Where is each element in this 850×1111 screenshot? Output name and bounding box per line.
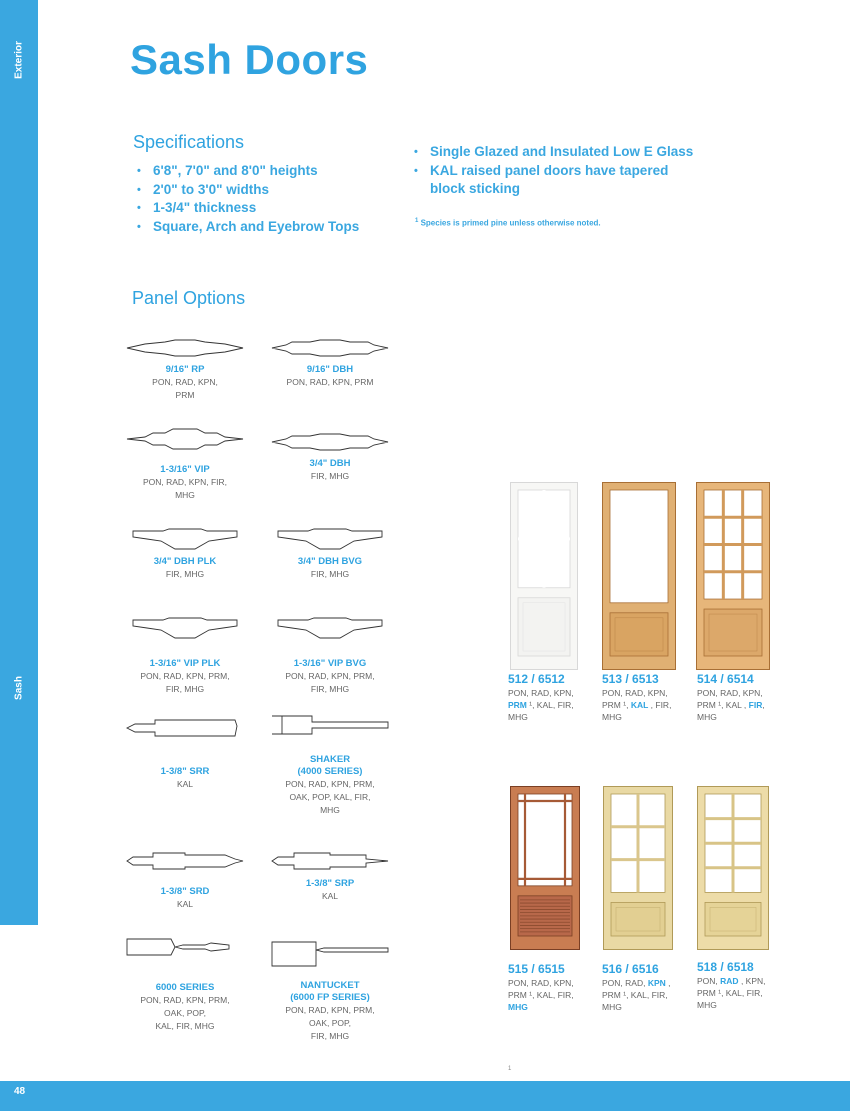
door-species-line	[508, 699, 603, 711]
panel-profile-outline	[272, 853, 388, 869]
species-text: PRM ¹, KAL, FIR,	[697, 988, 763, 998]
species-text: PRM ¹, KAL ,	[697, 700, 749, 710]
panel-option-species: PON, RAD, KPN, PRM,	[140, 671, 230, 681]
panel-profile-drawing	[125, 934, 245, 968]
highlighted-species: PRM	[508, 700, 527, 710]
species-text: PON, RAD,	[602, 978, 648, 988]
panel-profile-drawing	[125, 338, 245, 358]
panel-option-name: 3/4" DBH PLK	[153, 556, 217, 567]
panel-option	[120, 428, 250, 502]
species-text: ,	[762, 700, 765, 710]
panel-profile-outline	[127, 720, 237, 736]
panel-profile-outline	[272, 340, 388, 356]
species-text: ¹, KAL, FIR,	[526, 700, 574, 710]
panel-option-species: PON, RAD, KPN,	[152, 377, 218, 387]
door-illustration	[510, 786, 580, 950]
door-species-line	[602, 1001, 697, 1013]
highlighted-species: FIR	[748, 700, 763, 710]
spec-left-item: • 6'8", 7'0" and 8'0" heights	[133, 162, 359, 181]
spec-right-item: • Single Glazed and Insulated Low E Glass	[410, 143, 693, 162]
panel-profile-drawing	[125, 712, 245, 752]
panel-option-name: 1-3/16" VIP PLK	[149, 658, 221, 669]
panel-options-heading: Panel Options	[132, 288, 246, 308]
door-species-line	[508, 977, 603, 989]
panel-profile-outline	[127, 429, 243, 449]
spec-left-item: • 1-3/4" thickness	[133, 199, 359, 218]
door-model-number: 512 / 6512	[508, 672, 565, 686]
door-photo	[602, 482, 676, 670]
panel-profile-drawing	[125, 428, 245, 450]
door-species-line	[602, 687, 697, 699]
panel-option	[265, 934, 395, 1043]
panel-profile-outline	[272, 716, 388, 734]
page-number: 48	[14, 1086, 26, 1097]
panel-option	[120, 934, 250, 1033]
panel-option-name: NANTUCKET	[300, 980, 360, 991]
panel-option-species: MHG	[175, 490, 195, 500]
panel-option-species: OAK, POP,	[164, 1008, 206, 1018]
species-text: PON, RAD, KPN,	[508, 688, 574, 698]
door-illustration	[603, 786, 673, 950]
panel-option-species: PON, RAD, KPN, PRM,	[285, 671, 375, 681]
panel-option-series: (6000 FP SERIES)	[290, 992, 370, 1003]
panel-option-species: KAL, FIR, MHG	[155, 1021, 215, 1031]
door-species-line	[697, 699, 792, 711]
specifications-list-left	[133, 162, 359, 236]
species-text: , FIR,	[648, 700, 672, 710]
panel-option-species: PON, RAD, KPN, PRM,	[285, 1005, 375, 1015]
panel-option-species: FIR, MHG	[310, 1031, 350, 1041]
panel-option-species: FIR, MHG	[310, 569, 350, 579]
panel-profile-outline	[278, 618, 382, 638]
panel-option	[265, 612, 395, 696]
door-label	[697, 960, 792, 1011]
panel-option-species: PON, RAD, KPN, PRM	[286, 377, 374, 387]
species-text: MHG	[602, 1002, 622, 1012]
door-species-line	[602, 989, 697, 1001]
panel-option-name: 1-3/8" SRR	[160, 766, 210, 777]
panel-profile-drawing	[125, 850, 245, 872]
panel-option-name: SHAKER	[309, 754, 351, 765]
door-species-line	[602, 699, 697, 711]
door-species-line	[697, 687, 792, 699]
door-illustration	[696, 482, 770, 670]
panel-option	[120, 850, 250, 911]
door-species-line	[697, 975, 792, 987]
sidebar-bar	[0, 0, 38, 925]
panel-option-species: FIR, MHG	[310, 684, 350, 694]
panel-option-name: 6000 SERIES	[155, 982, 215, 993]
door-species-line	[508, 687, 603, 699]
panel-option-species: FIR, MHG	[165, 684, 205, 694]
panel-option	[120, 612, 250, 696]
door-model-number: 513 / 6513	[602, 672, 659, 686]
species-text: , KPN,	[738, 976, 766, 986]
panel-profile-drawing	[125, 612, 245, 652]
door-label	[508, 672, 603, 723]
door-photo	[697, 786, 769, 950]
panel-profile-drawing	[125, 528, 245, 550]
door-photo	[696, 482, 770, 670]
panel-option-species: FIR, MHG	[165, 569, 205, 579]
panel-option	[265, 850, 395, 903]
panel-option	[265, 528, 395, 581]
door-label	[697, 672, 792, 723]
door-species-line	[508, 1001, 603, 1013]
panel-option-name: 9/16" RP	[165, 364, 205, 375]
panel-option-species: KAL	[176, 779, 194, 789]
door-species-line	[508, 989, 603, 1001]
panel-option	[120, 338, 250, 402]
door-species-line	[602, 977, 697, 989]
species-text: PON, RAD, KPN,	[697, 688, 763, 698]
specifications-list-right	[410, 143, 693, 199]
door-species-line	[508, 711, 603, 723]
panel-option-species: MHG	[320, 805, 340, 815]
panel-profile-outline	[127, 939, 229, 955]
specifications-heading: Specifications	[133, 132, 245, 152]
panel-option-species: FIR, MHG	[310, 471, 350, 481]
panel-option	[265, 338, 395, 389]
species-text: PRM ¹, KAL, FIR,	[602, 990, 668, 1000]
door-label	[602, 672, 697, 723]
panel-option-species: PON, RAD, KPN, FIR,	[142, 477, 228, 487]
panel-profile-drawing	[270, 528, 390, 550]
door-label	[508, 962, 603, 1013]
section-label-sash: Sash	[13, 676, 25, 700]
panel-profile-outline	[133, 529, 237, 549]
panel-profile-outline	[278, 529, 382, 549]
door-species-line	[697, 711, 792, 723]
footer-bar	[0, 1081, 850, 1111]
species-text: PON, RAD, KPN,	[602, 688, 668, 698]
door-illustration	[602, 482, 676, 670]
panel-option-name: 1-3/8" SRP	[305, 878, 355, 889]
door-photo	[603, 786, 673, 950]
panel-option-name: 1-3/8" SRD	[160, 886, 210, 897]
footnote: $^1$ Species is primed pine unless otherwise noted.	[415, 218, 601, 228]
panel-option	[265, 432, 395, 483]
panel-profile-outline	[127, 340, 243, 356]
door-photo	[510, 482, 578, 670]
panel-option-species: OAK, POP, KAL, FIR,	[289, 792, 371, 802]
panel-option-name: 1-3/16" VIP	[160, 464, 210, 475]
door-species-line	[602, 711, 697, 723]
door-illustration	[510, 482, 578, 670]
spec-right-item: • KAL raised panel doors have tapered	[410, 162, 693, 181]
species-text: PRM ¹,	[602, 700, 631, 710]
species-text: MHG	[697, 1000, 717, 1010]
page-mark: 1	[508, 1066, 512, 1072]
panel-option-species: KAL	[321, 891, 339, 901]
panel-profile-drawing	[270, 708, 390, 748]
species-text: PRM ¹, KAL, FIR,	[508, 990, 574, 1000]
panel-profile-drawing	[270, 850, 390, 872]
panel-option-name: 3/4" DBH BVG	[297, 556, 363, 567]
spec-left-item: • Square, Arch and Eyebrow Tops	[133, 218, 359, 237]
species-text: MHG	[697, 712, 717, 722]
panel-option-species: PON, RAD, KPN, PRM,	[140, 995, 230, 1005]
panel-option	[265, 708, 395, 817]
panel-option-name: 1-3/16" VIP BVG	[293, 658, 367, 669]
door-species-line	[697, 999, 792, 1011]
spec-right-item: block sticking	[430, 181, 521, 196]
highlighted-species: KPN	[647, 978, 666, 988]
door-species-line	[697, 987, 792, 999]
panel-option-name: 9/16" DBH	[306, 364, 354, 375]
panel-profile-drawing	[270, 432, 390, 452]
page-title: Sash Doors	[130, 36, 369, 83]
panel-profile-drawing	[270, 338, 390, 358]
species-text: PON, RAD, KPN,	[508, 978, 574, 988]
panel-option	[120, 712, 250, 791]
door-label	[602, 962, 697, 1013]
door-model-number: 518 / 6518	[697, 960, 754, 974]
species-text: MHG	[602, 712, 622, 722]
panel-option-species: KAL	[176, 899, 194, 909]
door-photo	[510, 786, 580, 950]
door-model-number: 515 / 6515	[508, 962, 565, 976]
panel-option	[120, 528, 250, 581]
panel-profile-outline	[272, 434, 388, 450]
species-text: PON,	[697, 976, 721, 986]
door-model-number: 514 / 6514	[697, 672, 754, 686]
species-text: ,	[665, 978, 671, 988]
highlighted-species: MHG	[508, 1002, 528, 1012]
door-model-number: 516 / 6516	[602, 962, 659, 976]
panel-option-species: OAK, POP,	[309, 1018, 351, 1028]
panel-option-series: (4000 SERIES)	[297, 766, 363, 777]
panel-option-species: PON, RAD, KPN, PRM,	[285, 779, 375, 789]
spec-left-item: • 2'0" to 3'0" widths	[133, 181, 359, 200]
door-illustration	[697, 786, 769, 950]
highlighted-species: RAD	[720, 976, 739, 986]
panel-option-species: PRM	[175, 390, 195, 400]
panel-profile-drawing	[270, 612, 390, 652]
panel-profile-outline	[133, 618, 237, 638]
highlighted-species: KAL	[630, 700, 649, 710]
panel-profile-drawing	[270, 934, 390, 974]
panel-option-name: 3/4" DBH	[309, 458, 351, 469]
panel-profile-outline	[127, 853, 243, 869]
panel-profile-outline	[272, 942, 388, 966]
section-label-exterior: Exterior	[13, 41, 25, 79]
species-text: MHG	[508, 712, 528, 722]
